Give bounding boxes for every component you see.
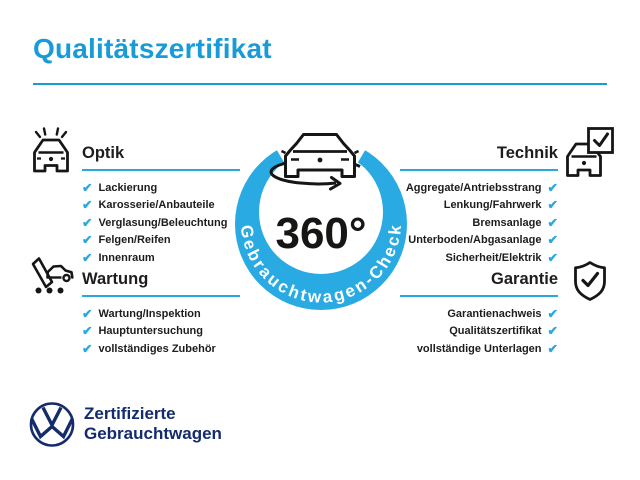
section-garantie-divider [400,295,558,297]
section-wartung-title: Wartung [82,270,149,288]
list-item [82,197,240,215]
check-icon: ✔ [82,341,93,356]
check-icon: ✔ [547,233,558,247]
list-item [400,214,558,232]
check-icon: ✔ [547,180,558,195]
badge-degree-label: 360° [275,209,367,258]
section-optik [82,144,240,267]
badge-ring-label: Gebrauchtwagen-Check [236,221,406,307]
list-item [400,249,558,267]
shield-check-icon [570,258,614,308]
list-item-label: Karosserie/Anbauteile [98,199,215,212]
section-optik-title: Optik [82,144,125,162]
section-garantie-title: Garantie [491,270,558,288]
brand-line2: Gebrauchtwagen [84,424,222,443]
section-garantie [400,270,558,358]
list-item-label: Felgen/Reifen [98,234,171,247]
list-item [82,232,240,250]
check-icon: ✔ [82,198,93,212]
list-item [82,323,240,341]
section-optik-divider [82,169,240,171]
list-item [400,305,558,323]
list-item [400,179,558,197]
list-item [82,249,240,267]
check-icon: ✔ [547,215,558,230]
list-item [400,197,558,215]
list-item [82,305,240,323]
list-item [82,179,240,197]
section-wartung-divider [82,295,240,297]
section-technik [400,144,558,267]
check-icon: ✔ [547,198,558,212]
list-item-label: Verglasung/Beleuchtung [98,216,228,229]
360-check-badge [226,120,416,316]
section-technik-divider [400,169,558,171]
car-checkbox-icon [560,126,618,182]
list-item-label: vollständige Unterlagen [416,342,542,355]
section-wartung [82,270,240,358]
list-item-label: Aggregate/Antriebsstrang [405,181,542,194]
list-item-label: Lackierung [98,181,158,194]
list-item [400,340,558,358]
check-icon: ✔ [547,306,558,321]
list-item-label: Qualitätszertifikat [449,325,542,338]
brand-text [84,404,222,444]
list-item-label: Sicherheit/Elektrik [445,251,542,264]
list-item-label: vollständiges Zubehör [98,342,216,355]
check-icon: ✔ [82,324,93,338]
list-item-label: Wartung/Inspektion [98,307,201,320]
vw-logo [28,400,76,449]
check-icon: ✔ [547,250,558,265]
list-item-label: Garantienachweis [447,307,542,320]
list-item [82,214,240,232]
check-icon: ✔ [82,233,93,247]
list-item-label: Unterboden/Abgasanlage [408,234,542,247]
title-divider [33,83,607,85]
check-icon: ✔ [82,306,93,321]
check-icon: ✔ [82,180,93,195]
list-item-label: Innenraum [98,251,155,264]
list-item-label: Lenkung/Fahrwerk [443,199,542,212]
brand-line1: Zertifizierte [84,404,176,423]
check-icon: ✔ [82,250,93,265]
page-title: Qualitätszertifikat [33,33,272,64]
list-item-label: Hauptuntersuchung [98,325,203,338]
list-item [400,323,558,341]
check-icon: ✔ [547,341,558,356]
section-technik-title: Technik [496,144,558,162]
car-shine-icon [24,124,80,182]
check-icon: ✔ [82,215,93,230]
list-item [82,340,240,358]
pencil-checklist-car-icon [24,254,80,308]
list-item-label: Bremsanlage [472,216,542,229]
list-item [400,232,558,250]
check-icon: ✔ [547,324,558,338]
